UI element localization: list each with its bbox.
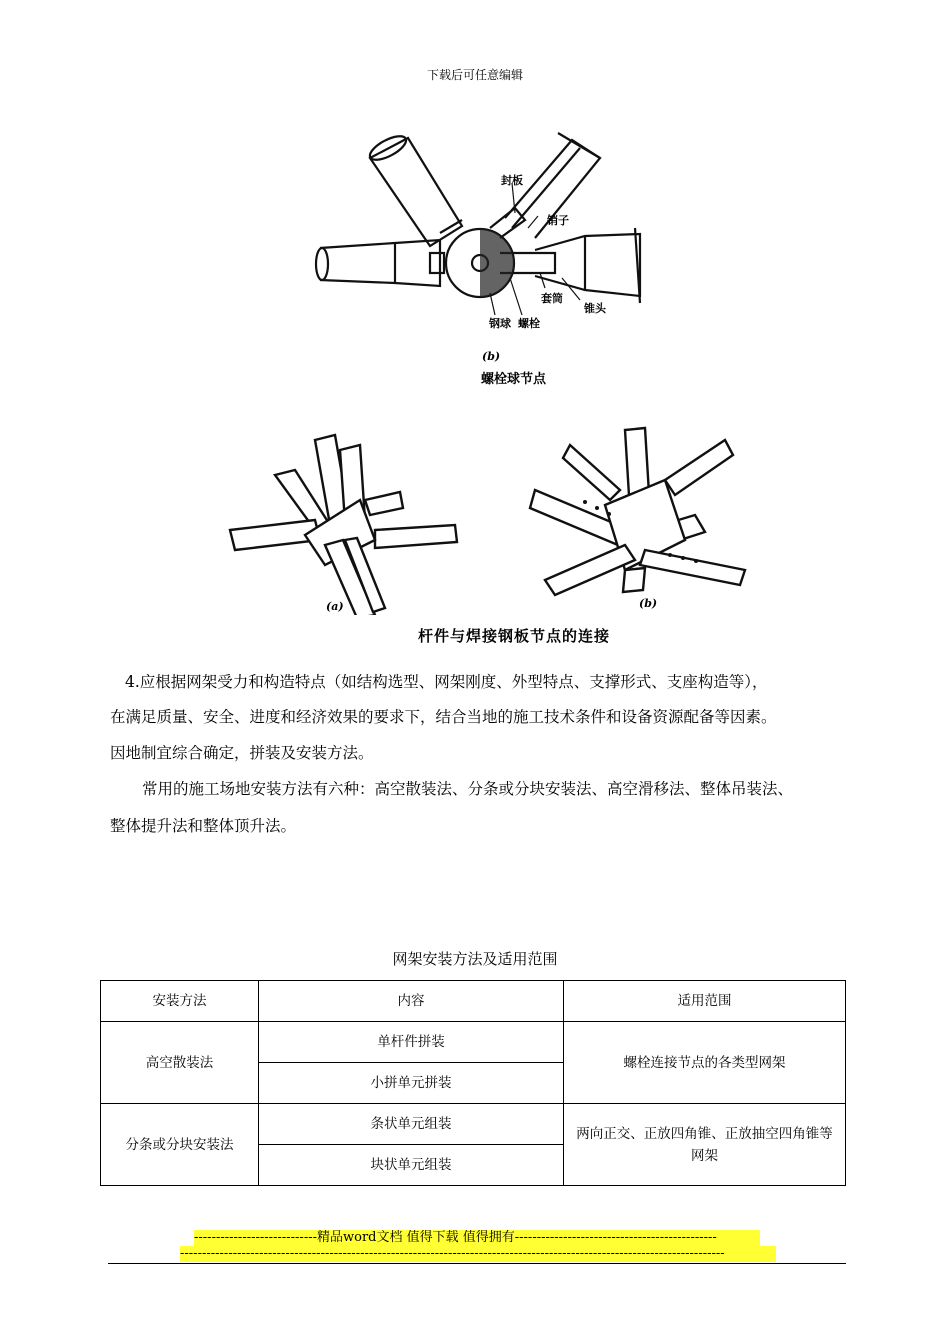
table-row xyxy=(101,1022,846,1063)
figure-sub-label-b: (b) xyxy=(482,350,501,363)
label-seal-plate: 封板 xyxy=(501,174,523,187)
footer-rule xyxy=(108,1263,846,1264)
scope-cell: 两向正交、正放四角锥、正放抽空四角锥等网架 xyxy=(564,1104,846,1186)
footer-banner-line-2: ---------------------------------------------------------------------------------------------------------------------------- xyxy=(180,1246,776,1262)
table-title: 网架安装方法及适用范围 xyxy=(392,950,558,968)
table-row xyxy=(101,1104,846,1145)
footer-banner-line-1: ----------------------------精品word文档 值得下载 值得拥有---------------------------------------------- xyxy=(194,1230,760,1246)
label-cone: 锥头 xyxy=(584,302,606,315)
figure-sub-label-a: (a) xyxy=(326,600,344,613)
figure-caption-welded: 杆件与焊接钢板节点的连接 xyxy=(418,627,611,645)
label-steel-ball: 钢球 xyxy=(489,317,511,330)
header-method: 安装方法 xyxy=(101,981,259,1022)
paragraph-line-3: 因地制宜综合确定，拼装及安装方法。 xyxy=(110,744,374,762)
header-note: 下载后可任意编辑 xyxy=(426,68,523,82)
table-header-row xyxy=(101,981,846,1022)
content-cell: 块状单元组装 xyxy=(259,1145,564,1186)
figure-caption-bolted: 螺栓球节点 xyxy=(481,372,547,387)
content-cell: 条状单元组装 xyxy=(259,1104,564,1145)
paragraph-line-2: 在满足质量、安全、进度和经济效果的要求下，结合当地的施工技术条件和设备资源配备等因素。 xyxy=(110,708,777,726)
paragraph-line-1: 4.应根据网架受力和构造特点（如结构选型、网架刚度、外型特点、支撑形式、支座构造等）， xyxy=(125,673,768,691)
welded-plate-joint-figure xyxy=(225,420,765,615)
paragraph-line-4: 常用的施工场地安装方法有六种：高空散装法、分条或分块安装法、高空滑移法、整体吊装法、 xyxy=(142,780,794,798)
label-pin: 销子 xyxy=(547,214,569,227)
content-cell: 小拼单元拼装 xyxy=(259,1063,564,1104)
header-scope: 适用范围 xyxy=(564,981,846,1022)
header-content: 内容 xyxy=(259,981,564,1022)
bolted-ball-joint-figure xyxy=(300,128,660,353)
paragraph-line-5: 整体提升法和整体顶升法。 xyxy=(110,817,297,835)
figure-sub-label-b2: (b) xyxy=(639,597,658,610)
method-cell: 分条或分块安装法 xyxy=(101,1104,259,1186)
install-methods-table xyxy=(100,980,846,1186)
content-cell: 单杆件拼装 xyxy=(259,1022,564,1063)
label-bolt: 螺栓 xyxy=(518,317,540,330)
method-cell: 高空散装法 xyxy=(101,1022,259,1104)
label-sleeve: 套筒 xyxy=(541,292,563,305)
scope-cell: 螺栓连接节点的各类型网架 xyxy=(564,1022,846,1104)
